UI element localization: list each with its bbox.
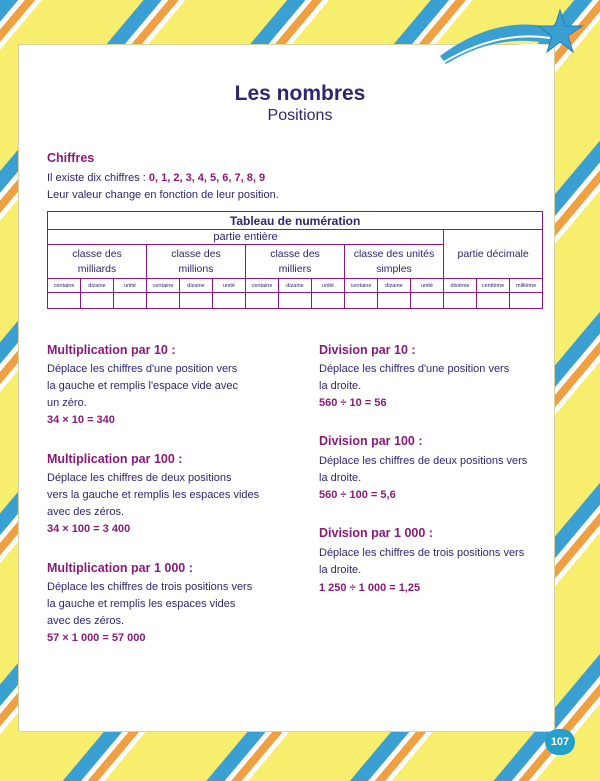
unit-cell: dizaine <box>81 279 114 293</box>
chiffres-prefix: Il existe dix chiffres : <box>47 172 149 184</box>
chiffres-digits: 0, 1, 2, 3, 4, 5, 6, 7, 8, 9 <box>148 172 266 184</box>
unit-cell: dizaine <box>378 279 411 293</box>
chiffres-line-2: Leur valeur change en fonction de leur position. <box>47 189 279 201</box>
div10-text: Déplace les chiffres d'une position vers la droite. <box>319 363 510 392</box>
unit-cell: unité <box>114 279 147 293</box>
unit-cell: unité <box>213 279 246 293</box>
decimal-cell: centième <box>477 279 510 293</box>
mult10-example: 34 × 10 = 340 <box>47 414 115 426</box>
whole-part-label: partie entière <box>48 230 444 245</box>
unit-cell: centaine <box>345 279 378 293</box>
empty-cell <box>444 293 477 309</box>
page-title: Les nombres <box>234 82 366 105</box>
div1000-heading: Division par 1 000 : <box>319 526 433 540</box>
mult100-text: Déplace les chiffres de deux positions vers la gauche et remplis les espaces vides avec des zéros. <box>47 472 260 518</box>
empty-cell <box>180 293 213 309</box>
empty-cell <box>114 293 147 309</box>
unit-cell: unité <box>312 279 345 293</box>
class-milliards: classe des milliards <box>48 245 147 279</box>
empty-cell <box>246 293 279 309</box>
div100-heading: Division par 100 : <box>319 434 423 448</box>
empty-cell <box>81 293 114 309</box>
page-number-badge: 107 <box>545 729 575 755</box>
div1000-text: Déplace les chiffres de trois positions vers la droite. <box>319 547 525 576</box>
table-title: Tableau de numération <box>48 212 543 230</box>
empty-cell <box>312 293 345 309</box>
div100-example: 560 ÷ 100 = 5,6 <box>319 489 396 501</box>
class-milliers: classe des milliers <box>246 245 345 279</box>
empty-cell <box>147 293 180 309</box>
unit-cell: centaine <box>147 279 180 293</box>
empty-cell <box>510 293 543 309</box>
unit-cell: centaine <box>246 279 279 293</box>
decimal-cell: dixième <box>444 279 477 293</box>
div10-heading: Division par 10 : <box>319 343 416 357</box>
decimal-cell: millième <box>510 279 543 293</box>
numeration-table <box>47 211 543 309</box>
mult100-example: 34 × 100 = 3 400 <box>47 523 131 535</box>
empty-cell <box>345 293 378 309</box>
class-millions: classe des millions <box>147 245 246 279</box>
decimal-part-label: partie décimale <box>444 230 543 279</box>
chiffres-line-1 <box>47 170 265 187</box>
mult10-text: Déplace les chiffres d'une position vers la gauche et remplis l'espace vide avec un zéro. <box>47 363 239 409</box>
page-subtitle: Positions <box>267 107 333 124</box>
empty-cell <box>378 293 411 309</box>
div1000-example: 1 250 ÷ 1 000 = 1,25 <box>319 582 421 594</box>
unit-cell: centaine <box>48 279 81 293</box>
mult1000-text: Déplace les chiffres de trois positions vers la gauche et remplis les espaces vides avec des zéros. <box>47 581 253 627</box>
empty-cell <box>48 293 81 309</box>
class-unites-simples: classe des unités simples <box>345 245 444 279</box>
shooting-star-icon <box>436 4 586 78</box>
mult1000-heading: Multiplication par 1 000 : <box>47 561 193 575</box>
unit-cell: dizaine <box>180 279 213 293</box>
div10-example: 560 ÷ 10 = 56 <box>319 397 387 409</box>
empty-cell <box>411 293 444 309</box>
div100-text: Déplace les chiffres de deux positions vers la droite. <box>319 455 528 484</box>
empty-cell <box>477 293 510 309</box>
mult10-heading: Multiplication par 10 : <box>47 343 176 357</box>
mult1000-example: 57 × 1 000 = 57 000 <box>47 632 146 644</box>
empty-cell <box>213 293 246 309</box>
mult100-heading: Multiplication par 100 : <box>47 452 183 466</box>
chiffres-heading: Chiffres <box>47 151 95 165</box>
unit-cell: dizaine <box>279 279 312 293</box>
empty-cell <box>279 293 312 309</box>
unit-cell: unité <box>411 279 444 293</box>
